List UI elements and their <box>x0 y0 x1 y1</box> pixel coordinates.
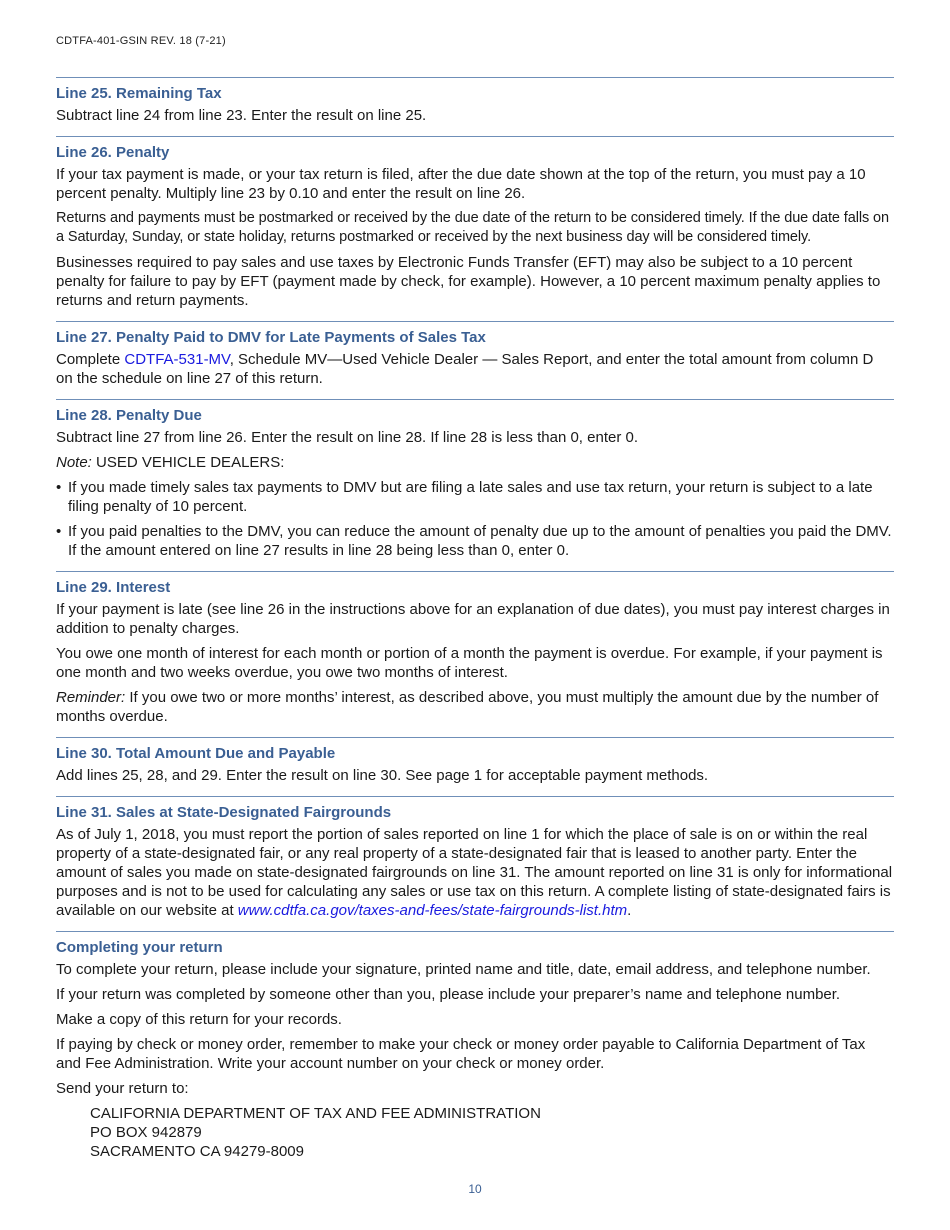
section-heading: Line 27. Penalty Paid to DMV for Late Payments of Sales Tax <box>56 329 486 346</box>
note <box>56 453 894 472</box>
section-line-27 <box>56 321 894 388</box>
note-label: Note: <box>56 454 92 471</box>
text: . <box>627 902 632 919</box>
note-text: USED VEHICLE DEALERS: <box>91 454 285 471</box>
address-line: SACRAMENTO CA 94279-8009 <box>90 1143 304 1160</box>
section-heading: Line 26. Penalty <box>56 144 170 161</box>
paragraph: You owe one month of interest for each month or portion of a month the payment is overdue. For example, if your payment is one month and two weeks overdue, you owe two months of interest. <box>56 645 883 681</box>
reminder-text: If you owe two or more months’ interest, as described above, you must multiply the amount due by the number of months overdue. <box>56 689 879 725</box>
bullet-item: • If you made timely sales tax payments to DMV but are filing a late sales and use tax return, your return is subject to a late filing penalty of 10 percent. <box>56 478 894 516</box>
section-heading: Line 25. Remaining Tax <box>56 85 222 102</box>
paragraph <box>56 825 894 920</box>
section-line-29 <box>56 571 894 726</box>
paragraph: Returns and payments must be postmarked or received by the due date of the return to be considered timely. If the due date falls on a Saturday, Sunday, or state holiday, returns postmarked or received by the next business day will be considered timely. <box>56 210 889 245</box>
text: As of July 1, 2018, you must report the portion of sales reported on line 1 for which the place of sale is on or within the real property of a state-designated fair, or any real property of a state-designated fair that is leased to another party. Enter the amount of sales you made on state-designated fairgrounds on line 31. The amount reported on line 31 is only for informational purposes and is not to be used for calculating any sales or use tax on this return. A complete listing of state-designated fairs is available on our website at <box>56 826 893 919</box>
section-line-31 <box>56 796 894 920</box>
paragraph: If your payment is late (see line 26 in the instructions above for an explanation of due dates), you must pay interest charges in addition to penalty charges. <box>56 601 890 637</box>
section-line-30 <box>56 737 894 785</box>
page-number: 10 <box>468 1182 482 1196</box>
section-heading: Line 30. Total Amount Due and Payable <box>56 745 336 762</box>
cdtfa-531-mv-link[interactable]: CDTFA-531-MV <box>124 351 230 368</box>
section-heading: Line 29. Interest <box>56 579 171 596</box>
paragraph: Send your return to: <box>56 1080 189 1097</box>
paragraph: Subtract line 24 from line 23. Enter the result on line 25. <box>56 107 427 124</box>
reminder-label: Reminder: <box>56 689 126 706</box>
section-line-26 <box>56 136 894 310</box>
form-id: CDTFA-401-GSIN REV. 18 (7-21) <box>56 35 226 47</box>
address-line: CALIFORNIA DEPARTMENT OF TAX AND FEE ADMINISTRATION <box>90 1105 541 1122</box>
section-heading: Completing your return <box>56 939 223 956</box>
paragraph: Make a copy of this return for your records. <box>56 1011 342 1028</box>
section-completing-return <box>56 931 894 1161</box>
paragraph: If paying by check or money order, remember to make your check or money order payable to California Department of Tax and Fee Administration. Write your account number on your check or money order. <box>56 1036 866 1072</box>
bullet-item: • If you paid penalties to the DMV, you can reduce the amount of penalty due up to the amount of penalties you paid the DMV. If the amount entered on line 27 results in line 28 being less than 0, enter 0. <box>56 522 894 560</box>
text: Complete <box>56 351 125 368</box>
section-line-25 <box>56 77 894 125</box>
fairgrounds-list-link[interactable]: www.cdtfa.ca.gov/taxes-and-fees/state-fairgrounds-list.htm <box>237 902 628 919</box>
paragraph: Subtract line 27 from line 26. Enter the result on line 28. If line 28 is less than 0, enter 0. <box>56 429 638 446</box>
instructions-content <box>56 77 894 1172</box>
reminder <box>56 688 894 726</box>
paragraph <box>56 350 894 388</box>
address-line: PO BOX 942879 <box>90 1124 202 1141</box>
paragraph: If your return was completed by someone other than you, please include your preparer’s name and telephone number. <box>56 986 841 1003</box>
section-heading: Line 28. Penalty Due <box>56 407 202 424</box>
text: , Schedule MV—Used Vehicle Dealer — Sales Report, and enter the total amount from column D on the schedule on line 27 of this return. <box>56 351 874 387</box>
paragraph: If your tax payment is made, or your tax return is filed, after the due date shown at the top of the return, you must pay a 10 percent penalty. Multiply line 23 by 0.10 and enter the result on line 26. <box>56 166 866 202</box>
paragraph: Add lines 25, 28, and 29. Enter the result on line 30. See page 1 for acceptable payment methods. <box>56 767 709 784</box>
section-heading: Line 31. Sales at State-Designated Fairgrounds <box>56 804 392 821</box>
mailing-address <box>90 1104 894 1161</box>
paragraph: Businesses required to pay sales and use taxes by Electronic Funds Transfer (EFT) may also be subject to a 10 percent penalty for failure to pay by EFT (payment made by check, for example). However, a 10 percent maximum penalty applies to returns and return payments. <box>56 254 881 309</box>
paragraph: To complete your return, please include your signature, printed name and title, date, email address, and telephone number. <box>56 961 871 978</box>
section-line-28 <box>56 399 894 560</box>
